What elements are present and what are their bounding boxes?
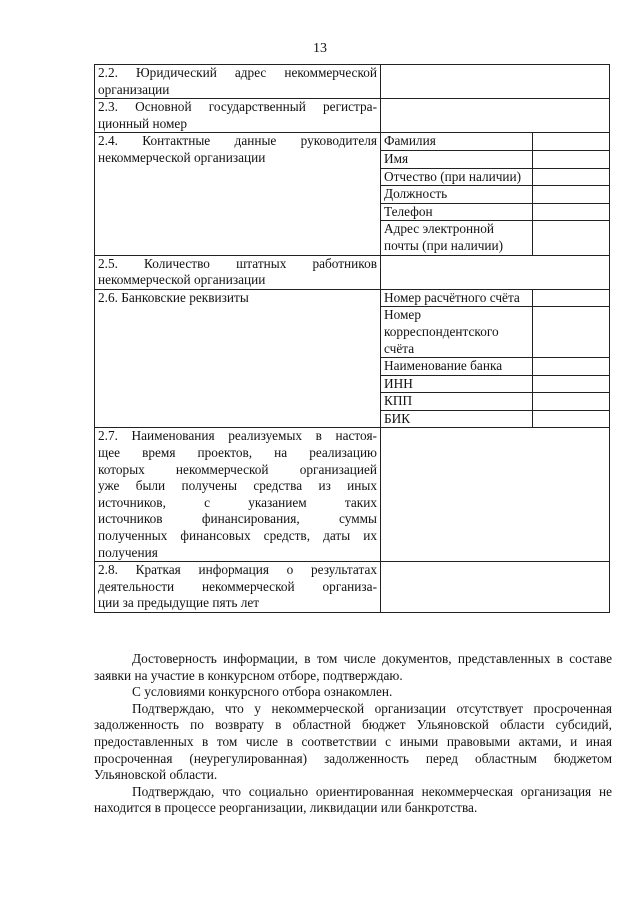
row-2-4-label [95, 133, 381, 255]
row-2-7-line: которых некоммерческой организацией [98, 461, 377, 477]
field-settlement-account-value[interactable] [533, 289, 610, 307]
field-phone-value[interactable] [533, 203, 610, 221]
row-2-8-line: 2.8. Краткая информация о результатах [98, 562, 377, 578]
row-2-7-label [95, 428, 381, 562]
paragraph-no-debt: Подтверждаю, что у некоммерческой организации отсутствует просроченная задолженность по возврату в областной бюджет Ульяновской области субсидий, предоставленных в том числе в соответствии с иными правовыми актами, и иная просроченная (неурегулированная) задолженность перед областным бюджетом Ульяновской области. [94, 700, 612, 783]
table-row [95, 255, 610, 289]
row-2-6-label: 2.6. Банковские реквизиты [95, 289, 381, 428]
row-2-2-value[interactable] [381, 65, 610, 99]
field-email-value[interactable] [533, 221, 610, 255]
row-2-3-line1: 2.3. Основной государственный регистра- [98, 99, 377, 115]
table-row [95, 428, 610, 562]
field-position: Должность [381, 186, 533, 204]
field-email: Адрес электронной почты (при наличии) [381, 221, 533, 255]
row-2-7-value[interactable] [381, 428, 610, 562]
field-correspondent-account-value[interactable] [533, 307, 610, 358]
paragraph-no-reorganization: Подтверждаю, что социально ориентированная некоммерческая организация не находится в процессе реорганизации, ликвидации или банкротства. [94, 783, 612, 816]
row-2-7-line: 2.7. Наименования реализуемых в настоя- [98, 428, 377, 444]
row-2-3-label [95, 99, 381, 133]
application-form-table [94, 64, 610, 613]
field-patronymic: Отчество (при наличии) [381, 168, 533, 186]
field-bank-name-value[interactable] [533, 358, 610, 376]
field-last-name-value[interactable] [533, 133, 610, 151]
table-row [95, 65, 610, 99]
field-phone: Телефон [381, 203, 533, 221]
table-row [95, 562, 610, 613]
field-bank-name: Наименование банка [381, 358, 533, 376]
row-2-5-line1: 2.5. Количество штатных работников [98, 255, 377, 271]
field-correspondent-account: Номер корреспондентского счёта [381, 307, 533, 358]
field-first-name: Имя [381, 150, 533, 168]
row-2-7-line: полученных финансовых средств, даты их [98, 528, 377, 544]
row-2-7-line: источников, с указанием таких [98, 494, 377, 510]
row-2-7-line: уже были получены средства из иных [98, 478, 377, 494]
row-2-8-label [95, 562, 381, 613]
field-inn: ИНН [381, 375, 533, 393]
table-row [95, 99, 610, 133]
row-2-5-label [95, 255, 381, 289]
field-settlement-account: Номер расчётного счёта [381, 289, 533, 307]
field-last-name: Фамилия [381, 133, 533, 151]
field-inn-value[interactable] [533, 375, 610, 393]
row-2-8-line: деятельности некоммерческой организа- [98, 578, 377, 594]
field-bik: БИК [381, 410, 533, 428]
row-2-7-line: источников финансирования, суммы [98, 511, 377, 527]
page-number: 13 [313, 41, 327, 56]
field-patronymic-value[interactable] [533, 168, 610, 186]
field-kpp: КПП [381, 393, 533, 411]
row-2-5-line2: некоммерческой организации [98, 272, 266, 288]
row-2-3-line2: ционный номер [98, 115, 187, 131]
row-2-4-line1: 2.4. Контактные данные руководителя [98, 133, 377, 149]
field-position-value[interactable] [533, 186, 610, 204]
row-2-7-line: получения [98, 544, 158, 560]
table-row [95, 289, 610, 307]
field-bik-value[interactable] [533, 410, 610, 428]
row-2-2-line1: 2.2. Юридический адрес некоммерческой [98, 65, 377, 80]
field-kpp-value[interactable] [533, 393, 610, 411]
row-2-2-label [95, 65, 381, 99]
row-2-8-line: ции за предыдущие пять лет [98, 595, 260, 611]
row-2-2-line2: организации [98, 81, 170, 97]
row-2-3-value[interactable] [381, 99, 610, 133]
table-row [95, 133, 610, 151]
paragraph-accuracy: Достоверность информации, в том числе документов, представленных в составе заявки на участие в конкурсном отборе, подтверждаю. [94, 651, 612, 683]
confirmation-text [94, 651, 612, 817]
row-2-5-value[interactable] [381, 255, 610, 289]
row-2-4-line2: некоммерческой организации [98, 149, 266, 165]
field-first-name-value[interactable] [533, 150, 610, 168]
row-2-7-line: щее время проектов, на реализацию [98, 445, 377, 461]
row-2-8-value[interactable] [381, 562, 610, 613]
paragraph-conditions: С условиями конкурсного отбора ознакомлен. [132, 684, 393, 700]
